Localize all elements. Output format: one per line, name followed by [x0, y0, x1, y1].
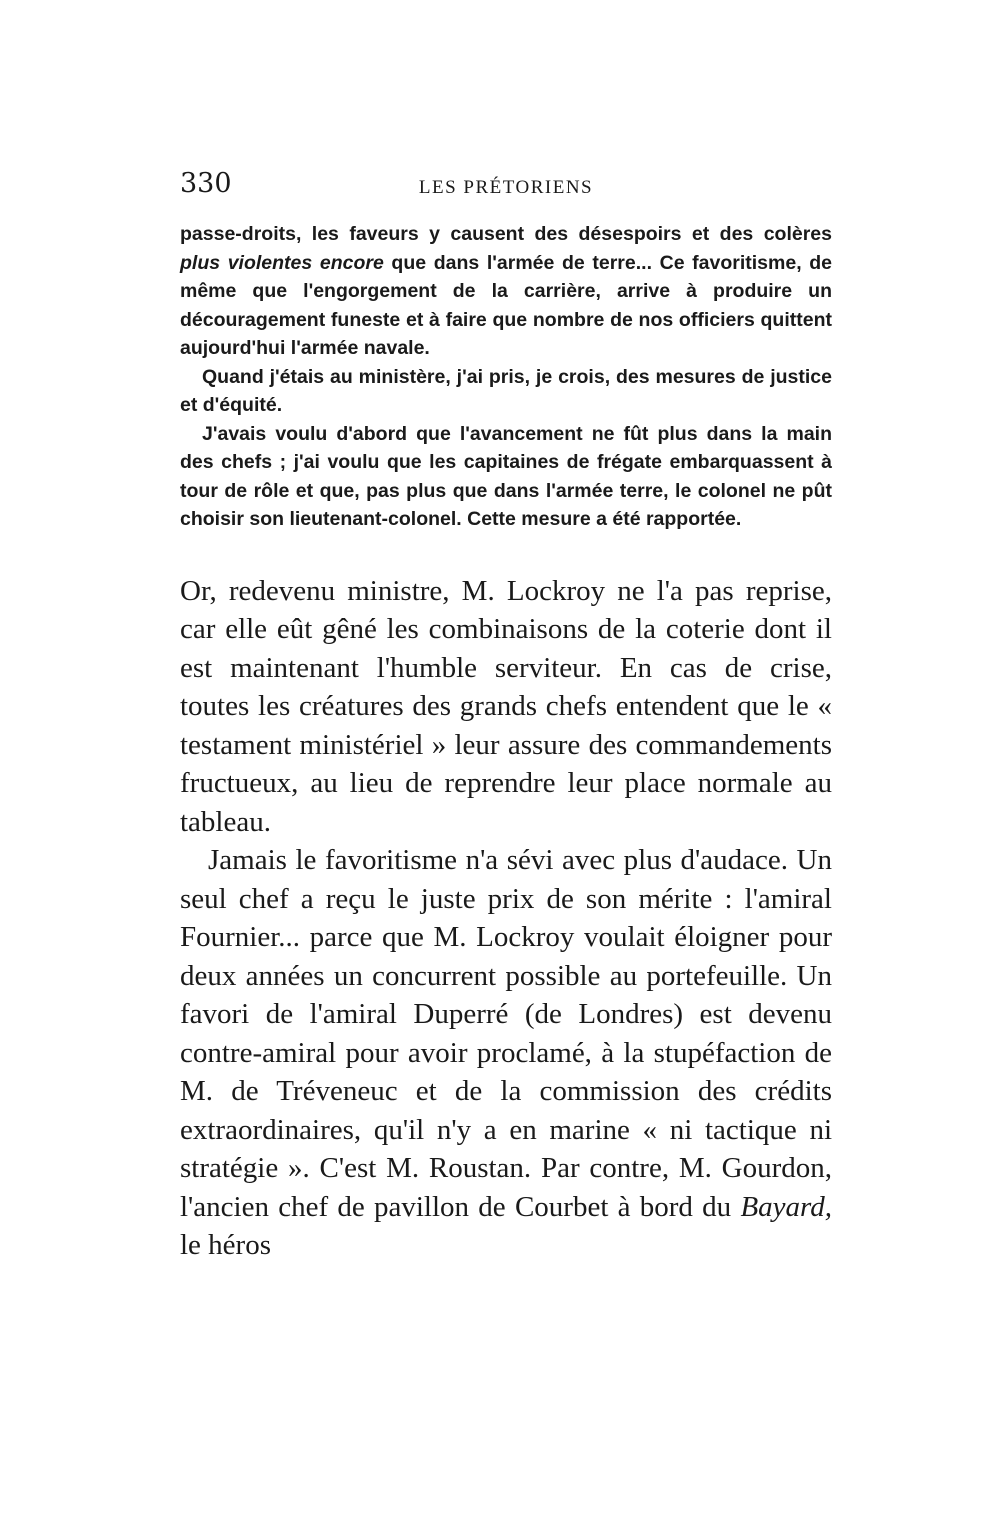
body-paragraph-1: Or, redevenu ministre, M. Lockroy ne l'a pas reprise, car elle eût gêné les combinaisons de la coterie dont il est maintenant l'humble serviteur. En cas de crise, toutes les créatures des grands chefs entendent que le « testament ministériel » leur assure des commandements fructueux, au lieu de reprendre leur place normale au tableau.: [180, 574, 832, 838]
quoted-passage: [180, 220, 832, 534]
body-paragraph-2-text-b: le héros: [180, 1229, 271, 1261]
quote-paragraph-1: [180, 220, 832, 363]
quote-paragraph-2: Quand j'étais au ministère, j'ai pris, je crois, des mesures de justice et d'équité.: [180, 365, 832, 416]
quote-paragraph-1-text-b: que dans l'armée de terre... Ce favoritisme, de même que l'engorgement de la carrière, arrive à produire un découragement funeste et à faire que nombre de nos officiers quittent aujourd'hui l'armée navale.: [180, 251, 832, 359]
quote-paragraph-1-italic: plus violentes encore: [180, 251, 384, 274]
body-paragraph-2-text-a: Jamais le favoritisme n'a sévi avec plus d'audace. Un seul chef a reçu le juste prix de son mérite : l'amiral Fournier... parce que M. Lockroy voulait éloigner pour deux années un concurrent possible au portefeuille. Un favori de l'amiral Duperré (de Londres) est devenu contre-amiral pour avoir proclamé, à la stupéfaction de M. de Tréveneuc et de la commission des crédits extraordinaires, qu'il n'y a en marine « ni tactique ni stratégie ». C'est M. Roustan. Par contre, M. Gourdon, l'ancien chef de pavillon de Courbet à bord du: [180, 844, 832, 1223]
page-number: 330: [180, 168, 232, 199]
body-paragraph-2: [180, 841, 832, 1265]
quote-paragraph-1-text-a: passe-droits, les faveurs y causent des désespoirs et des colères: [180, 223, 832, 245]
running-title: LES PRÉTORIENS: [418, 177, 594, 198]
body-text: [180, 572, 832, 1265]
page-header: [180, 168, 832, 210]
book-page: [180, 168, 832, 1265]
quote-paragraph-3: J'avais voulu d'abord que l'avancement ne fût plus dans la main des chefs ; j'ai voulu que les capitaines de frégate embarquassent à tour de rôle et que, pas plus que dans l'armée terre, le colonel ne pût choisir son lieutenant-colonel. Cette mesure a été rapportée.: [180, 422, 832, 530]
ship-name-italic: Bayard,: [740, 1190, 832, 1223]
